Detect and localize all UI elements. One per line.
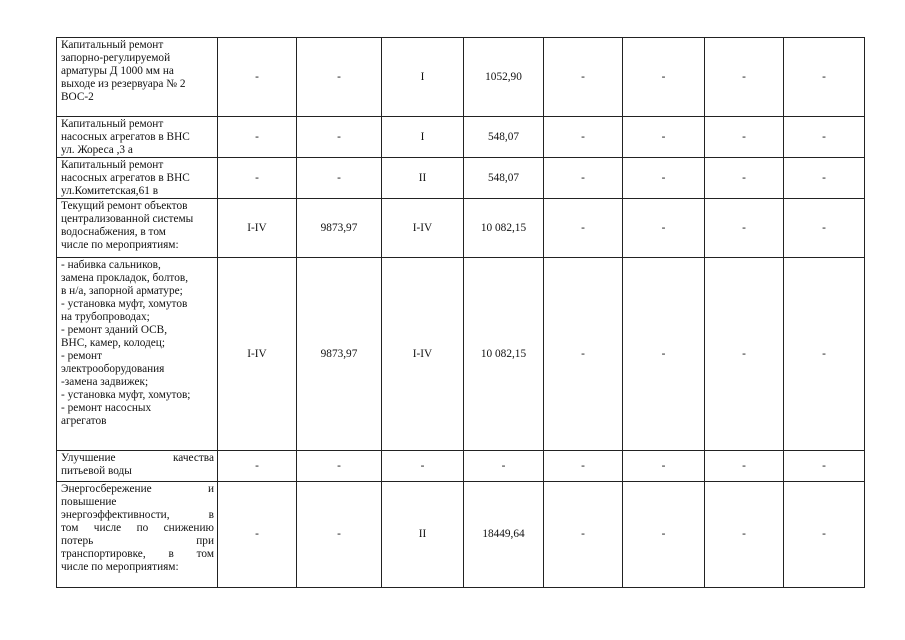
description-word: числе: [93, 522, 122, 534]
table-cell: -: [784, 38, 865, 117]
table-cell: -: [544, 482, 623, 588]
description-word: питьевой воды: [61, 465, 132, 477]
table-cell: -: [705, 158, 784, 199]
description-word: том: [61, 522, 79, 534]
table-cell: -: [623, 258, 705, 451]
table-cell: I-IV: [382, 258, 464, 451]
description-word: снижению: [163, 522, 214, 534]
table-cell: -: [705, 117, 784, 158]
row-description: Капитальный ремонт насосных агрегатов в ВНС ул. Жореса ,3 а: [57, 117, 218, 158]
description-word: качества: [172, 452, 214, 464]
table-cell: -: [544, 258, 623, 451]
table-cell: -: [297, 482, 382, 588]
table-cell: -: [544, 38, 623, 117]
table-cell: 548,07: [464, 117, 544, 158]
description-word: по: [136, 522, 149, 534]
description-word: транспортировке,: [61, 548, 146, 560]
table-cell: -: [784, 258, 865, 451]
table-cell: -: [464, 451, 544, 482]
table-cell: -: [297, 117, 382, 158]
description-line: [61, 465, 214, 478]
row-description: [57, 451, 218, 482]
table-row: [57, 117, 865, 158]
table-row: [57, 451, 865, 482]
table-cell: -: [623, 451, 705, 482]
table-row: [57, 158, 865, 199]
table-cell: 10 082,15: [464, 199, 544, 258]
table-cell: -: [784, 117, 865, 158]
row-description: - набивка сальников, замена прокладок, болтов, в н/а, запорной арматуре; - установка муфт, хомутов на трубопроводах; - ремонт зданий ОСВ, ВНС, камер, колодец; - ремонт электрооборудования -замена задвижек; - установка муфт, хомутов; - ремонт насосных агрегатов: [57, 258, 218, 451]
table-cell: -: [784, 451, 865, 482]
table-cell: -: [705, 38, 784, 117]
table-row: [57, 482, 865, 588]
table-cell: -: [623, 117, 705, 158]
row-description: Капитальный ремонт запорно-регулируемой арматуры Д 1000 мм на выходе из резервуара № 2 ВОС-2: [57, 38, 218, 117]
description-word: Энергосбережение: [61, 483, 152, 495]
table-cell: 10 082,15: [464, 258, 544, 451]
table-cell: -: [218, 451, 297, 482]
table-cell: 548,07: [464, 158, 544, 199]
description-line: [61, 548, 214, 561]
table-cell: II: [382, 158, 464, 199]
table-cell: I-IV: [382, 199, 464, 258]
table-cell: -: [623, 199, 705, 258]
table-row: [57, 258, 865, 451]
table-cell: -: [297, 38, 382, 117]
description-line: [61, 509, 214, 522]
table-cell: -: [623, 158, 705, 199]
row-description: Текущий ремонт объектов централизованной системы водоснабжения, в том числе по мероприятиям:: [57, 199, 218, 258]
description-word: потерь: [61, 535, 94, 547]
table-cell: 1052,90: [464, 38, 544, 117]
table-cell: -: [705, 258, 784, 451]
description-line: [61, 561, 214, 574]
table-cell: -: [623, 38, 705, 117]
table-cell: -: [544, 199, 623, 258]
table-cell: -: [784, 199, 865, 258]
description-word: числе по мероприятиям:: [61, 561, 179, 573]
table-cell: -: [297, 451, 382, 482]
row-description: [57, 482, 218, 588]
table-cell: -: [784, 158, 865, 199]
table-cell: I: [382, 117, 464, 158]
table-cell: -: [382, 451, 464, 482]
description-word: в: [168, 548, 174, 560]
description-word: том: [196, 548, 214, 560]
table-cell: -: [623, 482, 705, 588]
table-cell: -: [218, 117, 297, 158]
table-cell: -: [544, 117, 623, 158]
table-row: [57, 199, 865, 258]
table-cell: I: [382, 38, 464, 117]
table-cell: -: [544, 158, 623, 199]
description-word: при: [196, 535, 214, 547]
work-plan-table: [56, 37, 865, 588]
description-line: [61, 483, 214, 496]
table-cell: -: [218, 158, 297, 199]
description-line: [61, 452, 214, 465]
description-line: [61, 496, 214, 509]
row-description: Капитальный ремонт насосных агрегатов в ВНС ул.Комитетская,61 в: [57, 158, 218, 199]
table-cell: 9873,97: [297, 258, 382, 451]
description-word: повышение: [61, 496, 117, 508]
description-word: энергоэффективности,: [61, 509, 170, 521]
table-cell: -: [218, 38, 297, 117]
table-row: [57, 38, 865, 117]
table-cell: II: [382, 482, 464, 588]
table-cell: 18449,64: [464, 482, 544, 588]
description-word: и: [207, 483, 214, 495]
table-cell: -: [784, 482, 865, 588]
table-cell: -: [297, 158, 382, 199]
table-cell: -: [705, 199, 784, 258]
description-word: Улучшение: [61, 452, 116, 464]
table-cell: -: [544, 451, 623, 482]
description-word: в: [208, 509, 214, 521]
description-line: [61, 535, 214, 548]
description-line: [61, 522, 214, 535]
table-cell: -: [218, 482, 297, 588]
table-cell: I-IV: [218, 258, 297, 451]
table-cell: I-IV: [218, 199, 297, 258]
table-cell: -: [705, 482, 784, 588]
table-cell: 9873,97: [297, 199, 382, 258]
table-body: [57, 38, 865, 588]
table-cell: -: [705, 451, 784, 482]
